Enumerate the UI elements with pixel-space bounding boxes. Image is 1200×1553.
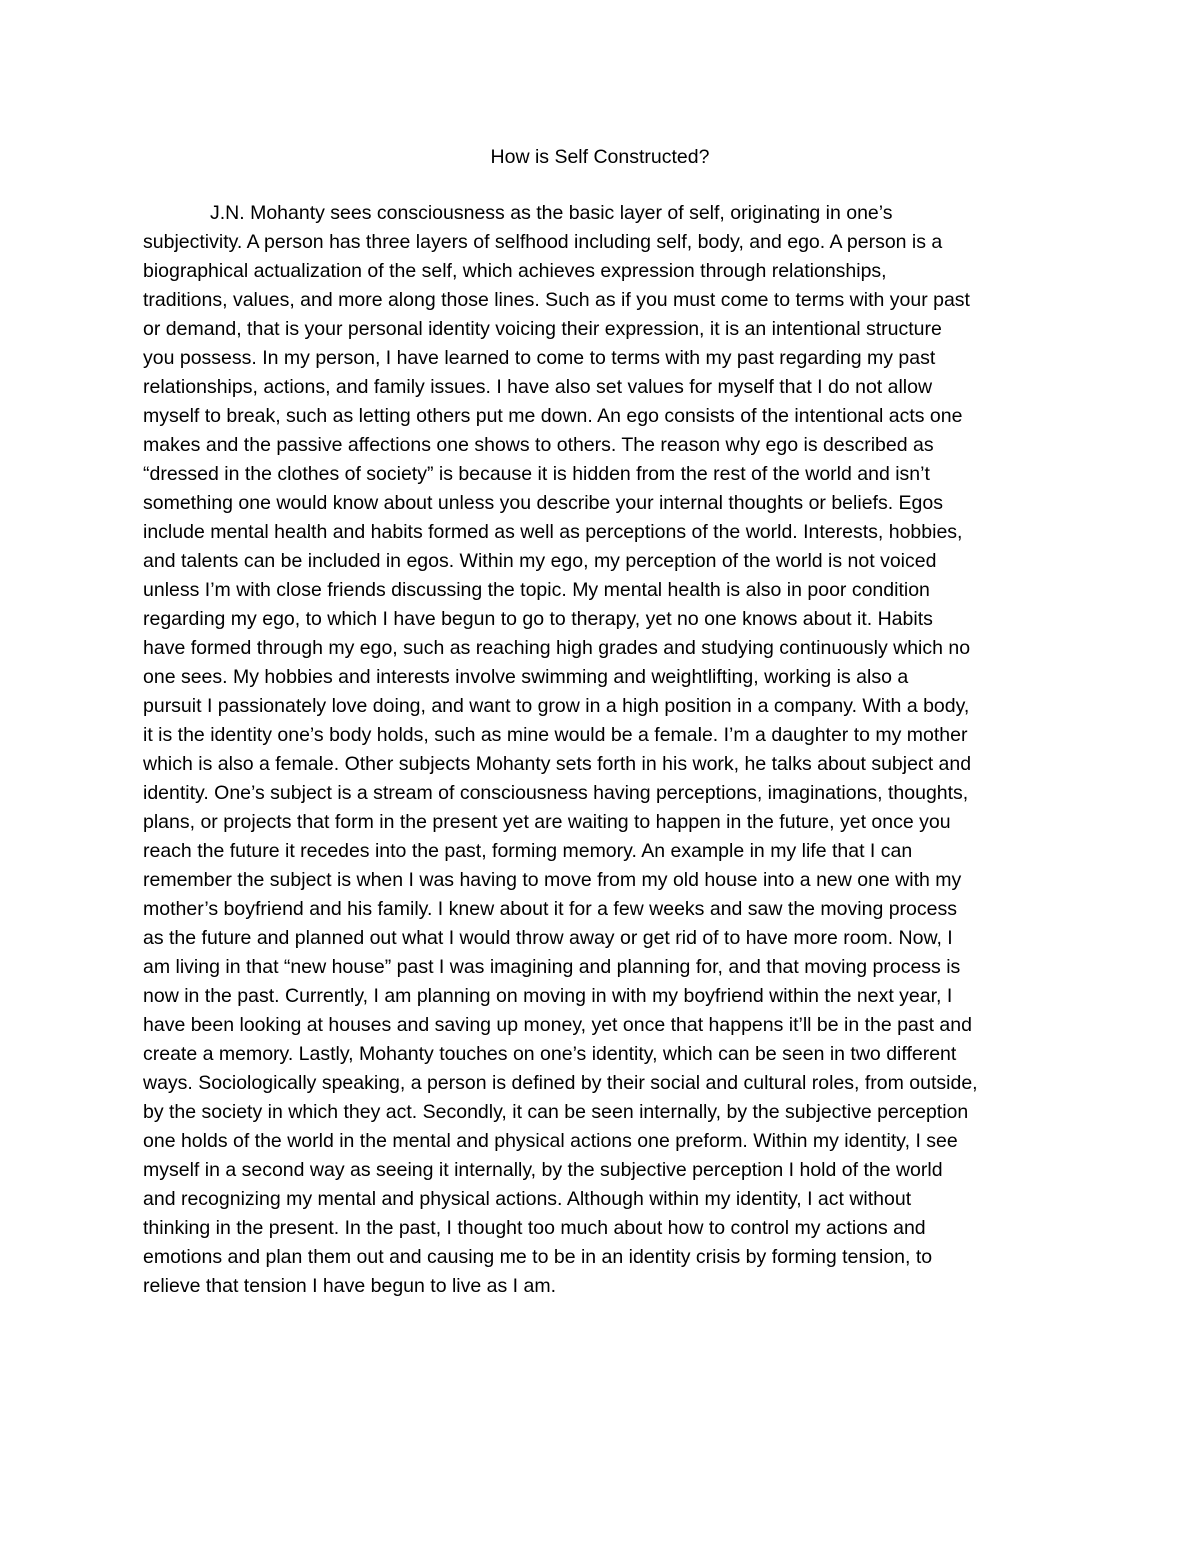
body-line: subjectivity. A person has three layers of selfhood including self, body, and ego. A person is a xyxy=(143,231,943,253)
body-line: include mental health and habits formed as well as perceptions of the world. Interests, hobbies, xyxy=(143,521,963,543)
body-line: create a memory. Lastly, Mohanty touches on one’s identity, which can be seen in two different xyxy=(143,1043,957,1065)
body-line: plans, or projects that form in the present yet are waiting to happen in the future, yet once you xyxy=(143,811,951,833)
body-line: makes and the passive affections one shows to others. The reason why ego is described as xyxy=(143,434,934,456)
body-line: J.N. Mohanty sees consciousness as the basic layer of self, originating in one’s xyxy=(210,202,893,224)
body-line: identity. One’s subject is a stream of consciousness having perceptions, imaginations, thoughts, xyxy=(143,782,969,804)
body-line: and recognizing my mental and physical actions. Although within my identity, I act without xyxy=(143,1188,912,1210)
body-line: pursuit I passionately love doing, and want to grow in a high position in a company. With a body, xyxy=(143,695,970,717)
body-line: something one would know about unless you describe your internal thoughts or beliefs. Egos xyxy=(143,492,943,514)
body-line: regarding my ego, to which I have begun to go to therapy, yet no one knows about it. Habits xyxy=(143,608,933,630)
body-line: one holds of the world in the mental and physical actions one preform. Within my identity, I see xyxy=(143,1130,958,1152)
body-line: unless I’m with close friends discussing the topic. My mental health is also in poor condition xyxy=(143,579,930,601)
body-line: or demand, that is your personal identity voicing their expression, it is an intentional structure xyxy=(143,318,942,340)
body-line: relieve that tension I have begun to live as I am. xyxy=(143,1275,556,1297)
body-line: one sees. My hobbies and interests involve swimming and weightlifting, working is also a xyxy=(143,666,909,688)
body-line: which is also a female. Other subjects Mohanty sets forth in his work, he talks about subject and xyxy=(143,753,972,775)
body-line: emotions and plan them out and causing me to be in an identity crisis by forming tension, to xyxy=(143,1246,933,1268)
body-line: and talents can be included in egos. Within my ego, my perception of the world is not voiced xyxy=(143,550,937,572)
body-line: you possess. In my person, I have learned to come to terms with my past regarding my past xyxy=(143,347,936,369)
body-line: have formed through my ego, such as reaching high grades and studying continuously which no xyxy=(143,637,971,659)
body-line: now in the past. Currently, I am planning on moving in with my boyfriend within the next year, I xyxy=(143,985,953,1007)
document-title: How is Self Constructed? xyxy=(490,146,710,168)
body-line: myself in a second way as seeing it internally, by the subjective perception I hold of the world xyxy=(143,1159,943,1181)
body-line: as the future and planned out what I would throw away or get rid of to have more room. Now, I xyxy=(143,927,953,949)
body-line: am living in that “new house” past I was imagining and planning for, and that moving process is xyxy=(143,956,961,978)
body-line: by the society in which they act. Secondly, it can be seen internally, by the subjective perception xyxy=(143,1101,969,1123)
body-line: mother’s boyfriend and his family. I knew about it for a few weeks and saw the moving process xyxy=(143,898,957,920)
body-line: “dressed in the clothes of society” is because it is hidden from the rest of the world and isn’t xyxy=(143,463,930,485)
document-body xyxy=(143,199,1063,1301)
body-line: reach the future it recedes into the past, forming memory. An example in my life that I can xyxy=(143,840,913,862)
body-line: remember the subject is when I was having to move from my old house into a new one with my xyxy=(143,869,962,891)
body-line: biographical actualization of the self, which achieves expression through relationships, xyxy=(143,260,887,282)
body-line: myself to break, such as letting others put me down. An ego consists of the intentional acts one xyxy=(143,405,963,427)
body-line: traditions, values, and more along those lines. Such as if you must come to terms with your past xyxy=(143,289,970,311)
body-line: thinking in the present. In the past, I thought too much about how to control my actions and xyxy=(143,1217,926,1239)
body-line: ways. Sociologically speaking, a person is defined by their social and cultural roles, from outside, xyxy=(143,1072,978,1094)
body-line: have been looking at houses and saving up money, yet once that happens it’ll be in the past and xyxy=(143,1014,972,1036)
body-line: relationships, actions, and family issues. I have also set values for myself that I do not allow xyxy=(143,376,933,398)
body-line: it is the identity one’s body holds, such as mine would be a female. I’m a daughter to my mother xyxy=(143,724,968,746)
